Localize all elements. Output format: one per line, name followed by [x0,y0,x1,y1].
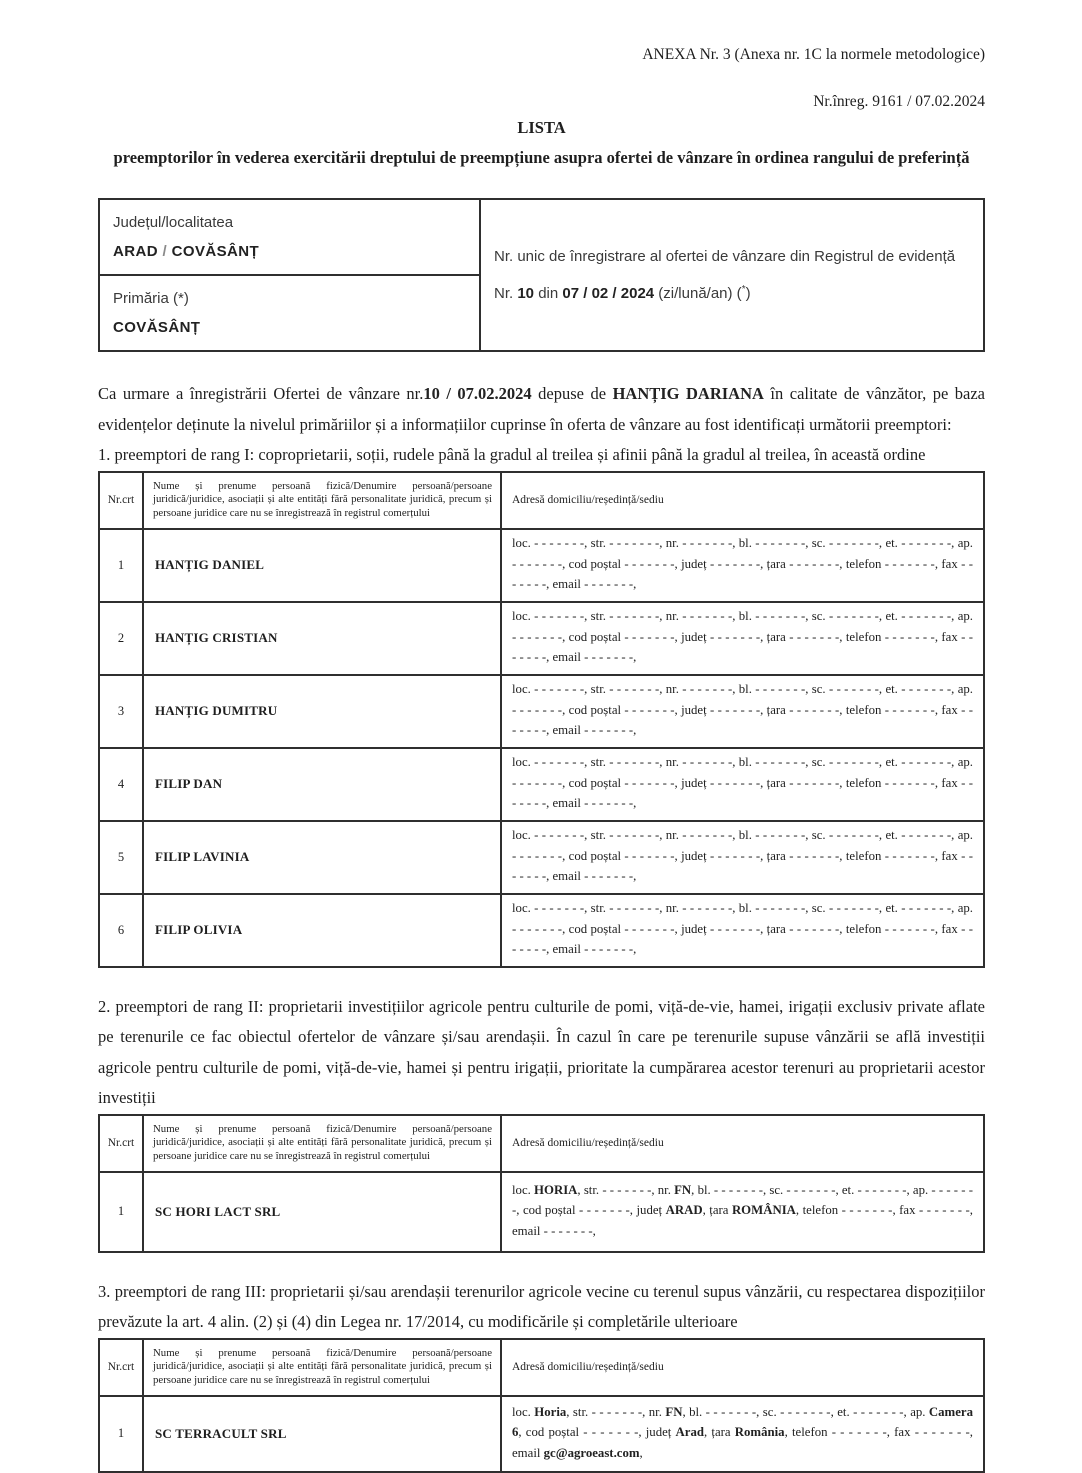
county-label: Județul/localitatea [113,214,234,231]
table-row [99,821,984,894]
column-header-address: Adresă domiciliu/reședință/sediu [501,472,984,529]
row-number-cell: 1 [99,529,143,602]
address-cell: loc. Horia, str. - - - - - - -, nr. FN, bl. - - - - - - -, sc. - - - - - - -, et. - - - - - - -, ap. Camera 6, cod poștal - - - - - - -, județ Arad, țara România, telefon - - - - - - -, fax - - - - - - -, email gc@agroeast.com, [501,1396,984,1472]
rank2-heading: 2. preemptori de rang II: proprietarii investițiilor agricole pentru culturile de pomi, viță-de-vie, hamei, irigații exclusiv private aflate pe terenurile ce fac obiectul ofertelor de vânzare și/sau arendașii. În cazul în care pe terenurile supuse vânzării se află investiții agricole pentru culturile de pomi, viță-de-vie, hamei și pentru irigații, prioritate la cumpărarea acestor terenuri au proprietarii acestor investiții [98,996,985,1107]
row-number-cell: 5 [99,821,143,894]
address-cell: loc. - - - - - - -, str. - - - - - - -, nr. - - - - - - -, bl. - - - - - - -, sc. - - - - - - -, et. - - - - - - -, ap. - - - - - - -, cod poștal - - - - - - -, județ - - - - - - -, țara - - - - - - -, telefon - - - - - - -, fax - - - - - - -, email - - - - - - -, [501,602,984,675]
column-header-name: Nume și prenume persoană fizică/Denumire persoană/persoane juridică/juridice, asociații și alte entități fără personalitate juridică, precum și persoane juridice care nu se înregistrează în registrul comerțului [143,472,501,529]
column-header-name: Nume și prenume persoană fizică/Denumire persoană/persoane juridică/juridice, asociații și alte entități fără personalitate juridică, precum și persoane juridice care nu se înregistrează în registrul comerțului [143,1339,501,1396]
rank3-table [98,1338,985,1473]
primaria-cell [99,275,480,351]
table-header-row [99,472,984,529]
address-cell: loc. - - - - - - -, str. - - - - - - -, nr. - - - - - - -, bl. - - - - - - -, sc. - - - - - - -, et. - - - - - - -, ap. - - - - - - -, cod poștal - - - - - - -, județ - - - - - - -, țara - - - - - - -, telefon - - - - - - -, fax - - - - - - -, email - - - - - - -, [501,894,984,967]
rank2-table [98,1114,985,1253]
table-header-row [99,1115,984,1172]
intro-paragraph: Ca urmare a înregistrării Ofertei de vânzare nr.10 / 07.02.2024 depuse de HANȚIG DARIANA în calitate de vânzător, pe baza evidențelor deținute la nivelul primăriilor și a informațiilor cuprinse în oferta de vânzare au fost identificați următorii preemptori: [98,384,985,434]
column-header-address: Adresă domiciliu/reședință/sediu [501,1339,984,1396]
row-number-cell: 1 [99,1172,143,1252]
primaria-label: Primăria (*) [113,290,189,307]
table-row [99,529,984,602]
rank1-heading: 1. preemptori de rang I: coproprietarii, soții, rudele până la gradul al treilea și afinii până la gradul al treilea, în această ordine [98,445,926,464]
offer-registration-value: Nr. 10 din 07 / 02 / 2024 (zi/lună/an) (*) [494,284,751,302]
annex-reference: ANEXA Nr. 3 (Anexa nr. 1C la normele metodologice) [642,46,985,63]
preemptor-name-cell: HANȚIG DUMITRU [143,675,501,748]
column-header-nr: Nr.crt [99,1339,143,1396]
table-row [99,1172,984,1252]
county-value: ARAD / COVĂSÂNȚ [113,243,260,260]
address-cell: loc. HORIA, str. - - - - - - -, nr. FN, bl. - - - - - - -, sc. - - - - - - -, et. - - - - - - -, ap. - - - - - - -, cod poștal - - - - - - -, județ ARAD, țara ROMÂNIA, telefon - - - - - - -, fax - - - - - - -, email - - - - - - -, [501,1172,984,1252]
column-header-nr: Nr.crt [99,1115,143,1172]
row-number-cell: 4 [99,748,143,821]
address-cell: loc. - - - - - - -, str. - - - - - - -, nr. - - - - - - -, bl. - - - - - - -, sc. - - - - - - -, et. - - - - - - -, ap. - - - - - - -, cod poștal - - - - - - -, județ - - - - - - -, țara - - - - - - -, telefon - - - - - - -, fax - - - - - - -, email - - - - - - -, [501,821,984,894]
preemptor-name-cell: HANȚIG CRISTIAN [143,602,501,675]
table-row [99,602,984,675]
rank1-table [98,471,985,968]
preemptor-name-cell: FILIP DAN [143,748,501,821]
table-header-row [99,1339,984,1396]
address-cell: loc. - - - - - - -, str. - - - - - - -, nr. - - - - - - -, bl. - - - - - - -, sc. - - - - - - -, et. - - - - - - -, ap. - - - - - - -, cod poștal - - - - - - -, județ - - - - - - -, țara - - - - - - -, telefon - - - - - - -, fax - - - - - - -, email - - - - - - -, [501,529,984,602]
column-header-name: Nume și prenume persoană fizică/Denumire persoană/persoane juridică/juridice, asociații și alte entități fără personalitate juridică, precum și persoane juridice care nu se înregistrează în registrul comerțului [143,1115,501,1172]
table-row [99,894,984,967]
preemptor-name-cell: SC HORI LACT SRL [143,1172,501,1252]
registration-number-line: Nr.înreg. 9161 / 07.02.2024 [813,93,985,110]
column-header-nr: Nr.crt [99,472,143,529]
preemptor-name-cell: HANȚIG DANIEL [143,529,501,602]
preemptor-name-cell: FILIP OLIVIA [143,894,501,967]
row-number-cell: 6 [99,894,143,967]
county-cell [99,199,480,275]
column-header-address: Adresă domiciliu/reședință/sediu [501,1115,984,1172]
table-row [99,748,984,821]
document-title: LISTA [517,118,566,137]
registration-info-table [98,198,985,352]
document-subtitle: preemptorilor în vederea exercitării dreptului de preempțiune asupra ofertei de vânzare în ordinea rangului de preferință [113,148,970,167]
offer-registration-cell [480,199,984,351]
row-number-cell: 3 [99,675,143,748]
row-number-cell: 2 [99,602,143,675]
preemptor-name-cell: FILIP LAVINIA [143,821,501,894]
offer-registration-text: Nr. unic de înregistrare al ofertei de vânzare din Registrul de evidență [494,248,956,265]
primaria-value: COVĂSÂNȚ [113,319,201,336]
table-row [99,675,984,748]
rank3-heading: 3. preemptori de rang III: proprietarii și/sau arendașii terenurilor agricole vecine cu terenul supus vânzării, cu respectarea dispozițiilor prevăzute la art. 4 alin. (2) și (4) din Legea nr. 17/2014, cu modificările și completările ulterioare [98,1281,985,1331]
address-cell: loc. - - - - - - -, str. - - - - - - -, nr. - - - - - - -, bl. - - - - - - -, sc. - - - - - - -, et. - - - - - - -, ap. - - - - - - -, cod poștal - - - - - - -, județ - - - - - - -, țara - - - - - - -, telefon - - - - - - -, fax - - - - - - -, email - - - - - - -, [501,748,984,821]
preemptor-name-cell: SC TERRACULT SRL [143,1396,501,1472]
address-cell: loc. - - - - - - -, str. - - - - - - -, nr. - - - - - - -, bl. - - - - - - -, sc. - - - - - - -, et. - - - - - - -, ap. - - - - - - -, cod poștal - - - - - - -, județ - - - - - - -, țara - - - - - - -, telefon - - - - - - -, fax - - - - - - -, email - - - - - - -, [501,675,984,748]
row-number-cell: 1 [99,1396,143,1472]
table-row [99,1396,984,1472]
